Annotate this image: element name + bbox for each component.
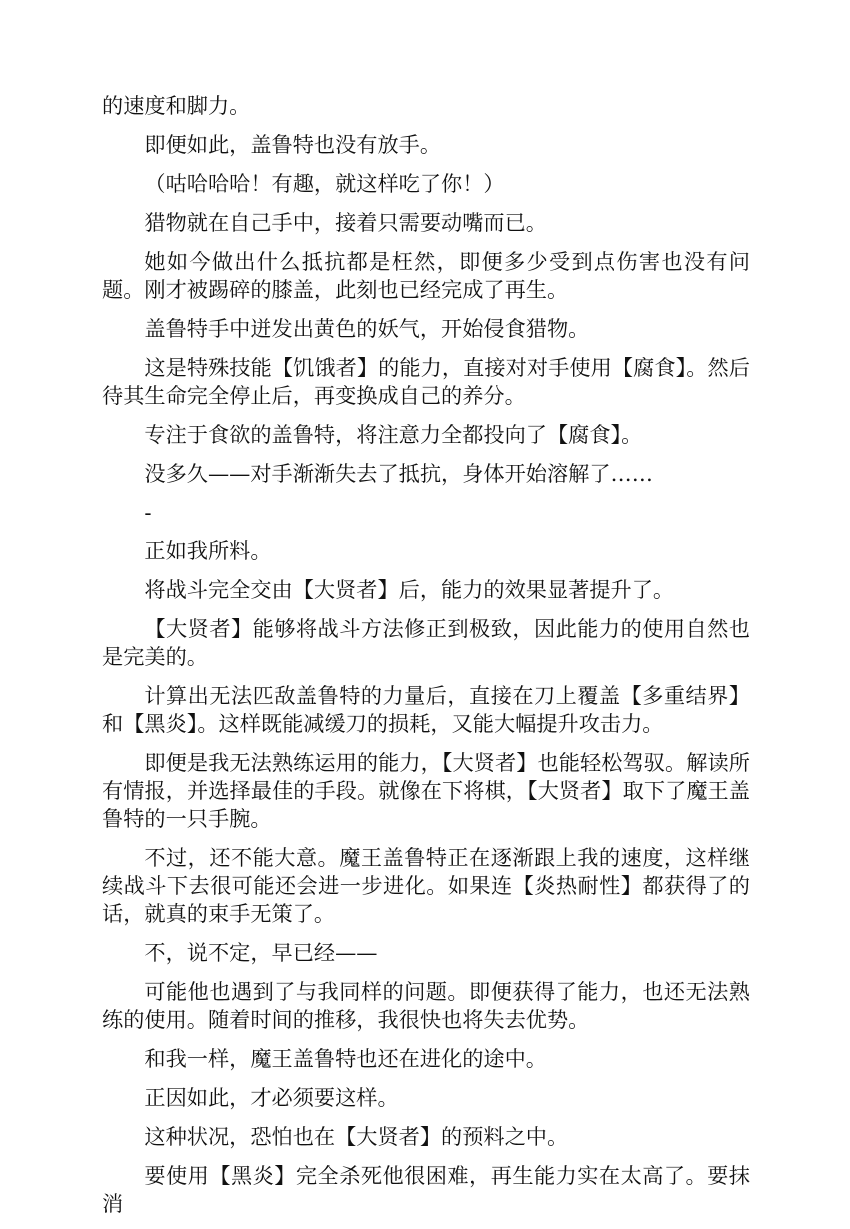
paragraph: 猎物就在自己手中，接着只需要动嘴而已。: [144, 210, 547, 235]
paragraph: 这种状况，恐怕也在【大贤者】的预料之中。: [144, 1124, 569, 1149]
paragraph: 要使用【黑炎】完全杀死他很困难，再生能力实在太高了。要抹消: [102, 1163, 750, 1216]
paragraph: （咕哈哈哈！有趣，就这样吃了你！）: [144, 171, 505, 196]
paragraph: 即便是我无法熟练运用的能力，【大贤者】也能轻松驾驭。解读所有情报，并选择最佳的手段。就像在下将棋，【大贤者】取下了魔王盖鲁特的一只手腕。: [102, 750, 750, 831]
paragraph: 没多久——对手渐渐失去了抵抗，身体开始溶解了……: [144, 461, 653, 486]
paragraph: 不，说不定，早已经——: [144, 940, 378, 965]
paragraph: 正如我所料。: [144, 538, 272, 563]
paragraph: 正因如此，才必须要这样。: [144, 1085, 399, 1110]
section-separator: -: [144, 500, 152, 525]
paragraph: 【大贤者】能够将战斗方法修正到极致，因此能力的使用自然也是完美的。: [102, 616, 750, 669]
paragraph: 和我一样，魔王盖鲁特也还在进化的途中。: [144, 1046, 547, 1071]
paragraph: 不过，还不能大意。魔王盖鲁特正在逐渐跟上我的速度，这样继续战斗下去很可能还会进一步进化。如果连【炎热耐性】都获得了的话，就真的束手无策了。: [102, 845, 750, 926]
paragraph: 专注于食欲的盖鲁特，将注意力全都投向了【腐食】。: [144, 422, 643, 447]
paragraph: 她如今做出什么抵抗都是枉然，即便多少受到点伤害也没有问题。刚才被踢碎的膝盖，此刻也已经完成了再生。: [102, 249, 750, 302]
paragraph: 计算出无法匹敌盖鲁特的力量后，直接在刀上覆盖【多重结界】和【黑炎】。这样既能减缓刀的损耗，又能大幅提升攻击力。: [102, 683, 750, 736]
paragraph: 可能他也遇到了与我同样的问题。即便获得了能力，也还无法熟练的使用。随着时间的推移，我很快也将失去优势。: [102, 979, 750, 1032]
paragraph: 这是特殊技能【饥饿者】的能力，直接对对手使用【腐食】。然后待其生命完全停止后，再变换成自己的养分。: [102, 355, 750, 408]
paragraph: 即便如此，盖鲁特也没有放手。: [144, 132, 442, 157]
body-text: [102, 92, 750, 1229]
paragraph: 将战斗完全交由【大贤者】后，能力的效果显著提升了。: [144, 577, 675, 602]
paragraph: 的速度和脚力。: [102, 93, 251, 118]
paragraph: 盖鲁特手中迸发出黄色的妖气，开始侵食猎物。: [144, 316, 590, 341]
